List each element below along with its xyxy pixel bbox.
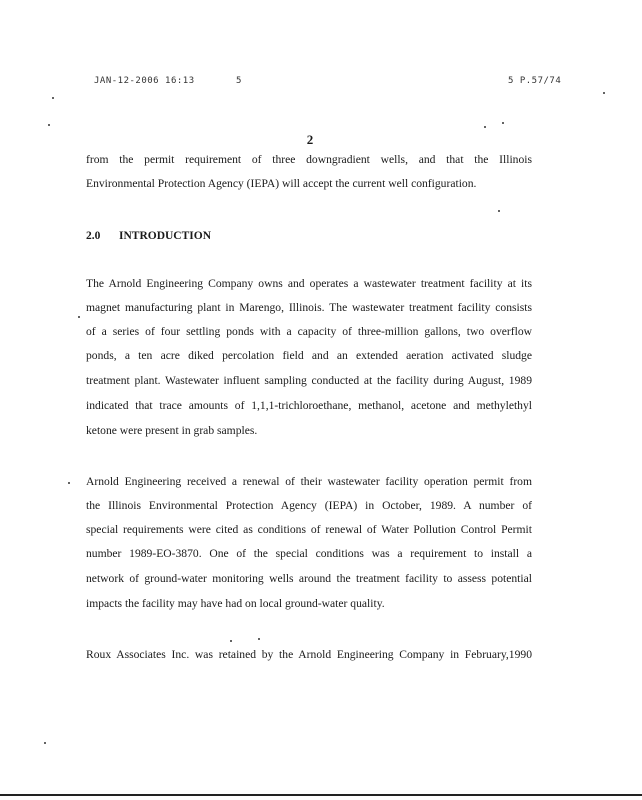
body-line: impacts the facility may have had on local ground-water quality. bbox=[86, 597, 385, 610]
body-line: indicated that trace amounts of 1,1,1-trichloroethane, methanol, acetone and methylethyl bbox=[86, 399, 532, 412]
scan-speck bbox=[498, 210, 500, 212]
body-line: ponds, a ten acre diked percolation field and an extended aeration activated sludge bbox=[86, 349, 532, 362]
fax-header-page-ref: 5 P.57/74 bbox=[508, 76, 562, 86]
scan-speck bbox=[44, 742, 46, 744]
scan-speck bbox=[78, 316, 80, 318]
scan-speck bbox=[52, 97, 54, 99]
body-line: of a series of four settling ponds with a capacity of three-million gallons, two overflow bbox=[86, 325, 532, 338]
body-line: the Illinois Environmental Protection Agency (IEPA) in October, 1989. A number of bbox=[86, 499, 532, 512]
body-line: The Arnold Engineering Company owns and operates a wastewater treatment facility at its bbox=[86, 277, 532, 290]
scan-speck bbox=[258, 638, 260, 640]
body-line: Roux Associates Inc. was retained by the Arnold Engineering Company in February,1990 bbox=[86, 648, 532, 661]
bottom-rule bbox=[0, 794, 642, 796]
scan-speck bbox=[484, 126, 486, 128]
scan-speck bbox=[230, 640, 232, 642]
fax-header-column: 5 bbox=[236, 76, 242, 86]
scan-speck bbox=[48, 124, 50, 126]
body-line: ketone were present in grab samples. bbox=[86, 424, 258, 437]
body-line: network of ground-water monitoring wells around the treatment facility to assess potential bbox=[86, 572, 532, 585]
section-title: INTRODUCTION bbox=[119, 230, 212, 242]
scan-speck bbox=[603, 92, 605, 94]
body-line: Environmental Protection Agency (IEPA) will accept the current well configuration. bbox=[86, 177, 477, 190]
scan-speck bbox=[68, 482, 70, 484]
body-line: treatment plant. Wastewater influent sampling conducted at the facility during August, 1989 bbox=[86, 374, 532, 387]
scan-speck bbox=[502, 122, 504, 124]
fax-header-datetime: JAN-12-2006 16:13 bbox=[94, 76, 195, 86]
page-number: 2 bbox=[306, 132, 314, 147]
body-line: Arnold Engineering received a renewal of their wastewater facility operation permit from bbox=[86, 475, 532, 488]
body-line: number 1989-EO-3870. One of the special conditions was a requirement to install a bbox=[86, 547, 532, 560]
body-line: magnet manufacturing plant in Marengo, Illinois. The wastewater treatment facility consists bbox=[86, 301, 532, 314]
body-line: from the permit requirement of three downgradient wells, and that the Illinois bbox=[86, 153, 532, 166]
body-line: special requirements were cited as conditions of renewal of Water Pollution Control Permit bbox=[86, 523, 532, 536]
section-number: 2.0 bbox=[86, 230, 101, 242]
